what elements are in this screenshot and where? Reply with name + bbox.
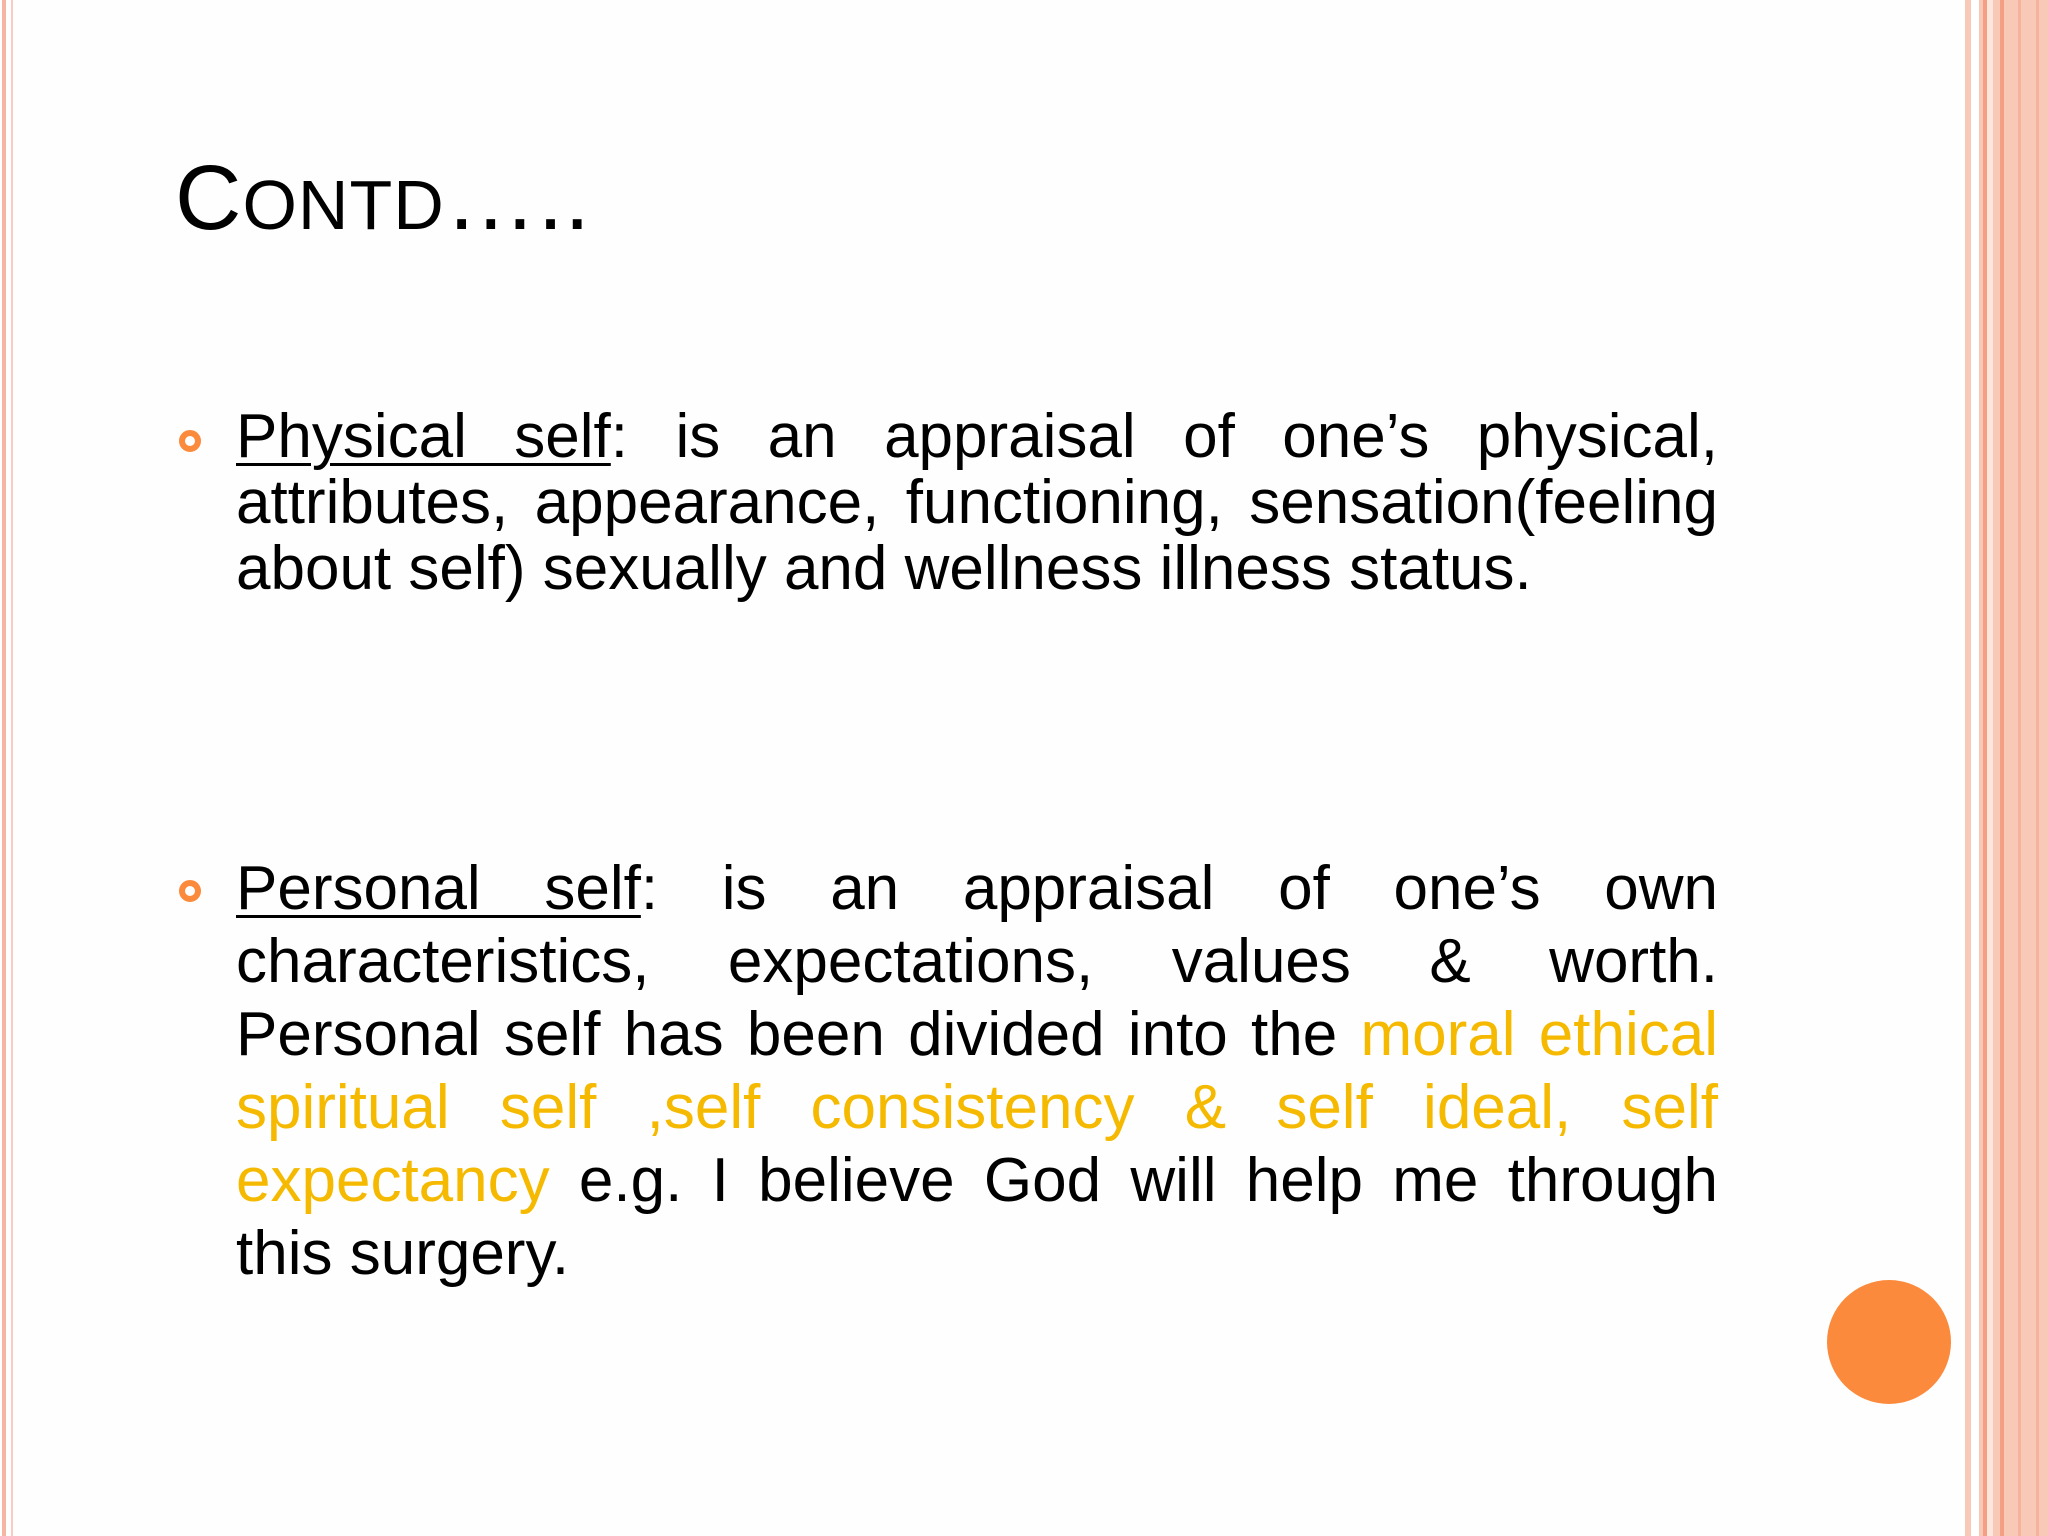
- title-rest: ONTD: [242, 166, 445, 244]
- bullet-circle-icon: [179, 880, 201, 902]
- title-ellipsis: …..: [444, 147, 591, 249]
- decorative-circle: [1827, 1280, 1951, 1404]
- right-stripe: [1987, 0, 1993, 1536]
- right-stripe: [1971, 0, 1979, 1536]
- right-stripe: [2036, 0, 2039, 1536]
- bullet-text-ending: e.g. I believe God will help me through this surgery.: [236, 1146, 1718, 1288]
- slide-title: [175, 148, 591, 249]
- bullet-text: : is an appraisal of one’s physical, attributes, appearance, functioning, sensation(feeling about self) sexually and wellness illness status.: [236, 402, 1718, 603]
- bullet-physical-self: [236, 404, 1718, 602]
- bullet-text: : is an appraisal of one’s own characteristics, expectations, values & worth. Personal self has been divided into the: [236, 854, 1718, 1069]
- bullet-circle-icon: [179, 430, 201, 452]
- highlighted-text: moral ethical spiritual self ,self consistency & self ideal, self expectancy: [236, 1000, 1718, 1215]
- bullet-term: Personal self: [236, 854, 641, 923]
- bullet-term: Physical self: [236, 402, 611, 471]
- title-first-letter: C: [175, 147, 243, 249]
- left-border-line: [2, 0, 6, 1536]
- right-stripe: [2000, 0, 2004, 1536]
- right-stripe: [2018, 0, 2021, 1536]
- left-border-line-inner: [11, 0, 13, 1536]
- bullet-personal-self: [236, 852, 1718, 1290]
